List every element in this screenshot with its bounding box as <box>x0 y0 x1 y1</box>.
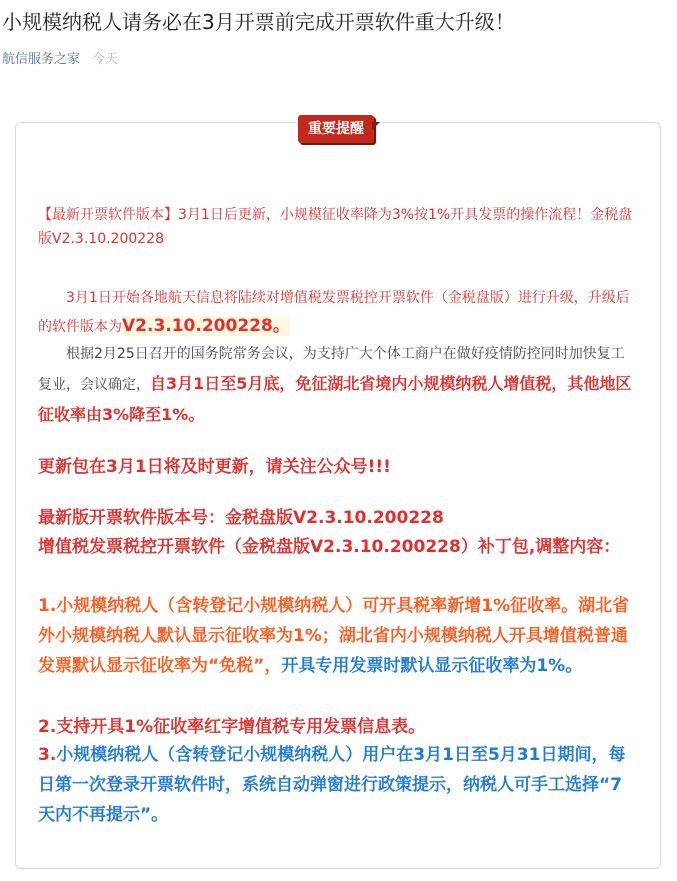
article-meta <box>2 50 118 70</box>
notice-paragraph-policy <box>38 340 638 431</box>
version-info <box>38 504 638 562</box>
policy-highlight: 自3月1日至5月底，免征湖北省境内小规模纳税人增值税，其他地区征收率由3%降至1%。 <box>38 374 632 424</box>
adjust-item-1 <box>38 591 638 681</box>
adjust-item-3 <box>38 740 638 830</box>
notice-paragraph-version: 【最新开票软件版本】3月1日后更新，小规模征收率降为3%按1%开具发票的操作流程！金税盘版V2.3.10.200228 <box>38 207 633 247</box>
article-title: 小规模纳税人请务必在3月开票前完成开票软件重大升级！ <box>2 10 515 34</box>
update-reminder: 更新包在3月1日将及时更新，请关注公众号!!! <box>38 457 391 477</box>
publish-date: 今天 <box>92 52 119 67</box>
author-link[interactable]: 航信服务之家 <box>2 52 81 67</box>
notice-paragraph-upgrade <box>38 284 638 341</box>
version-number-line: 最新版开票软件版本号：金税盘版V2.3.10.200228 <box>38 508 444 528</box>
patch-heading: 增值税发票税控开票软件（金税盘版V2.3.10.200228）补丁包,调整内容： <box>38 537 621 557</box>
item-1-text: 1.小规模纳税人（含转登记小规模纳税人）可开具税率新增1%征收率。湖北省外小规模纳税人默认显示征收率为1%；湖北省内小规模纳税人开具增值税普通发票默认显示征收率为“免税”， <box>38 596 630 676</box>
policy-text: 根据2月25日召开的国务院常务会议，为支持广大个体工商户在做好疫情防控同时加快复工复业，会议确定， <box>38 346 625 393</box>
item-3-text: 小规模纳税人（含转登记小规模纳税人）用户在3月1日至5月31日期间，每日第一次登录开票软件时，系统自动弹窗进行政策提示，纳税人可手工选择“7天内不再提示”。 <box>38 745 626 825</box>
notice-badge: 重要提醒 <box>298 115 374 143</box>
item-1-special-invoice: 开具专用发票时默认显示征收率为1%。 <box>281 656 583 676</box>
badge-fold-decoration <box>372 122 380 130</box>
upgrade-version: V2.3.10.200228。 <box>122 316 290 336</box>
item-3-number: 3. <box>38 745 57 765</box>
upgrade-text: 3月1日开始各地航天信息将陆续对增值税发票税控开票软件（金税盘版）进行升级，升级后的软件版本为 <box>38 290 630 335</box>
adjust-item-2: 2.支持开具1%征收率红字增值税专用发票信息表。 <box>38 717 426 737</box>
